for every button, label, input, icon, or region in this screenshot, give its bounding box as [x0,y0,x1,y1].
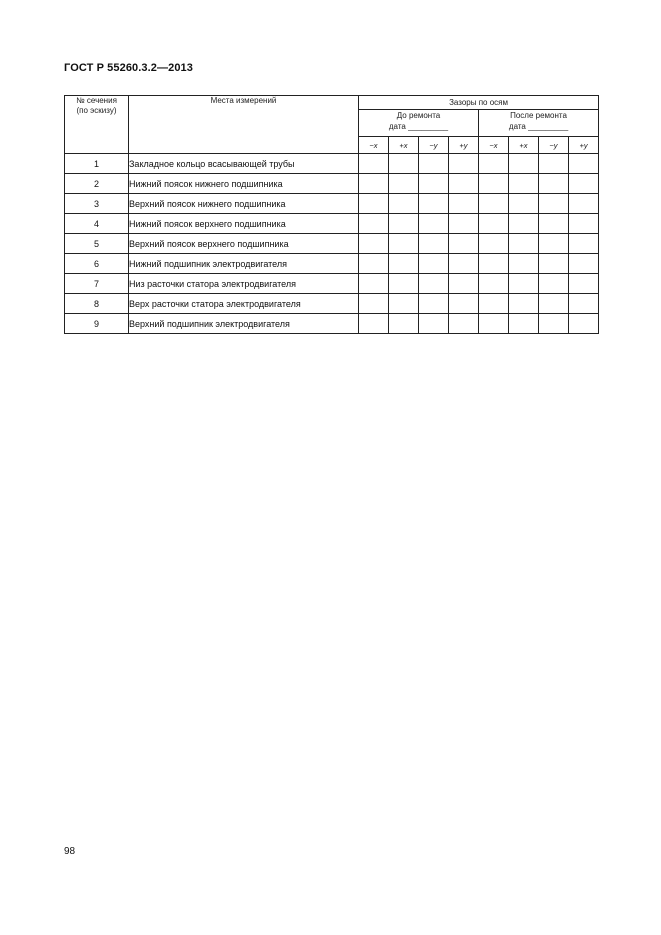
gap-value-cell[interactable] [359,314,389,334]
row-measurement-place: Нижний подшипник электродвигателя [129,254,359,274]
gap-value-cell[interactable] [419,194,449,214]
gap-value-cell[interactable] [449,174,479,194]
gap-value-cell[interactable] [509,254,539,274]
gap-value-cell[interactable] [389,154,419,174]
gap-value-cell[interactable] [539,254,569,274]
gap-value-cell[interactable] [479,274,509,294]
gap-value-cell[interactable] [539,294,569,314]
axis-header: −x [359,137,389,154]
gap-value-cell[interactable] [389,274,419,294]
row-section-number: 6 [65,254,129,274]
gap-value-cell[interactable] [539,194,569,214]
header-before-repair [359,110,479,137]
header-axis-gaps: Зазоры по осям [359,96,599,110]
gap-value-cell[interactable] [389,314,419,334]
gap-value-cell[interactable] [569,254,599,274]
gap-value-cell[interactable] [419,234,449,254]
gap-value-cell[interactable] [539,274,569,294]
gap-value-cell[interactable] [389,174,419,194]
table-body [65,154,599,334]
gap-value-cell[interactable] [509,314,539,334]
gap-value-cell[interactable] [569,214,599,234]
table-row [65,274,599,294]
table-row [65,234,599,254]
gap-value-cell[interactable] [569,154,599,174]
table-row [65,314,599,334]
header-section-number-line2: (по эскизу) [76,106,117,115]
gap-value-cell[interactable] [389,194,419,214]
gap-value-cell[interactable] [569,194,599,214]
gap-value-cell[interactable] [569,294,599,314]
gap-value-cell[interactable] [359,254,389,274]
row-measurement-place: Верхний поясок верхнего подшипника [129,234,359,254]
axis-header: +y [569,137,599,154]
gap-value-cell[interactable] [389,254,419,274]
gap-value-cell[interactable] [419,254,449,274]
gap-value-cell[interactable] [419,174,449,194]
gap-value-cell[interactable] [419,214,449,234]
gap-value-cell[interactable] [419,294,449,314]
table-row [65,174,599,194]
row-measurement-place: Низ расточки статора электродвигателя [129,274,359,294]
gap-value-cell[interactable] [569,314,599,334]
table-row [65,194,599,214]
table-row [65,254,599,274]
page-number: 98 [64,846,76,857]
gap-value-cell[interactable] [539,154,569,174]
gap-value-cell[interactable] [419,154,449,174]
gap-value-cell[interactable] [419,274,449,294]
axis-header: +x [509,137,539,154]
gap-value-cell[interactable] [539,214,569,234]
gap-value-cell[interactable] [479,254,509,274]
after-repair-date: дата _________ [508,122,569,131]
row-measurement-place: Верх расточки статора электродвигателя [129,294,359,314]
header-after-repair [479,110,599,137]
measurement-table [64,95,599,334]
row-measurement-place: Верхний подшипник электродвигателя [129,314,359,334]
row-measurement-place: Нижний поясок нижнего подшипника [129,174,359,194]
gap-value-cell[interactable] [509,214,539,234]
gap-value-cell[interactable] [509,294,539,314]
gap-value-cell[interactable] [449,254,479,274]
gap-value-cell[interactable] [479,194,509,214]
gap-value-cell[interactable] [539,234,569,254]
gap-value-cell[interactable] [359,174,389,194]
after-repair-label: После ремонта [510,111,567,120]
gap-value-cell[interactable] [479,174,509,194]
row-section-number: 9 [65,314,129,334]
before-repair-label: До ремонта [396,111,441,120]
gap-value-cell[interactable] [479,294,509,314]
row-section-number: 4 [65,214,129,234]
header-section-number-line1: № сечения [76,96,117,105]
document-code: ГОСТ Р 55260.3.2—2013 [64,62,193,74]
axis-header: +x [389,137,419,154]
gap-value-cell[interactable] [539,314,569,334]
gap-value-cell[interactable] [359,274,389,294]
gap-value-cell[interactable] [359,294,389,314]
gap-value-cell[interactable] [359,214,389,234]
axis-header: +y [449,137,479,154]
gap-value-cell[interactable] [509,234,539,254]
row-section-number: 5 [65,234,129,254]
gap-value-cell[interactable] [509,174,539,194]
gap-value-cell[interactable] [449,274,479,294]
gap-value-cell[interactable] [509,194,539,214]
gap-value-cell[interactable] [359,154,389,174]
gap-value-cell[interactable] [449,294,479,314]
row-section-number: 7 [65,274,129,294]
row-section-number: 1 [65,154,129,174]
table-row [65,294,599,314]
axis-header: −y [419,137,449,154]
table-row [65,154,599,174]
row-section-number: 8 [65,294,129,314]
gap-value-cell[interactable] [509,154,539,174]
gap-value-cell[interactable] [449,214,479,234]
header-section-number [65,96,129,154]
gap-value-cell[interactable] [479,314,509,334]
gap-value-cell[interactable] [389,294,419,314]
row-section-number: 3 [65,194,129,214]
gap-value-cell[interactable] [569,234,599,254]
gap-value-cell[interactable] [419,314,449,334]
gap-value-cell[interactable] [479,234,509,254]
gap-value-cell[interactable] [449,194,479,214]
row-section-number: 2 [65,174,129,194]
gap-value-cell[interactable] [449,314,479,334]
table-row [65,214,599,234]
gap-value-cell[interactable] [479,214,509,234]
gap-value-cell[interactable] [359,234,389,254]
header-measurement-place: Места измерений [129,96,359,154]
gap-value-cell[interactable] [509,274,539,294]
axis-header: −y [539,137,569,154]
row-measurement-place: Верхний поясок нижнего подшипника [129,194,359,214]
gap-value-cell[interactable] [389,234,419,254]
gap-value-cell[interactable] [569,174,599,194]
row-measurement-place: Закладное кольцо всасывающей трубы [129,154,359,174]
axis-header: −x [479,137,509,154]
row-measurement-place: Нижний поясок верхнего подшипника [129,214,359,234]
gap-value-cell[interactable] [449,234,479,254]
before-repair-date: дата _________ [388,122,449,131]
gap-value-cell[interactable] [359,194,389,214]
gap-value-cell[interactable] [569,274,599,294]
gap-value-cell[interactable] [539,174,569,194]
gap-value-cell[interactable] [449,154,479,174]
gap-value-cell[interactable] [389,214,419,234]
gap-value-cell[interactable] [479,154,509,174]
